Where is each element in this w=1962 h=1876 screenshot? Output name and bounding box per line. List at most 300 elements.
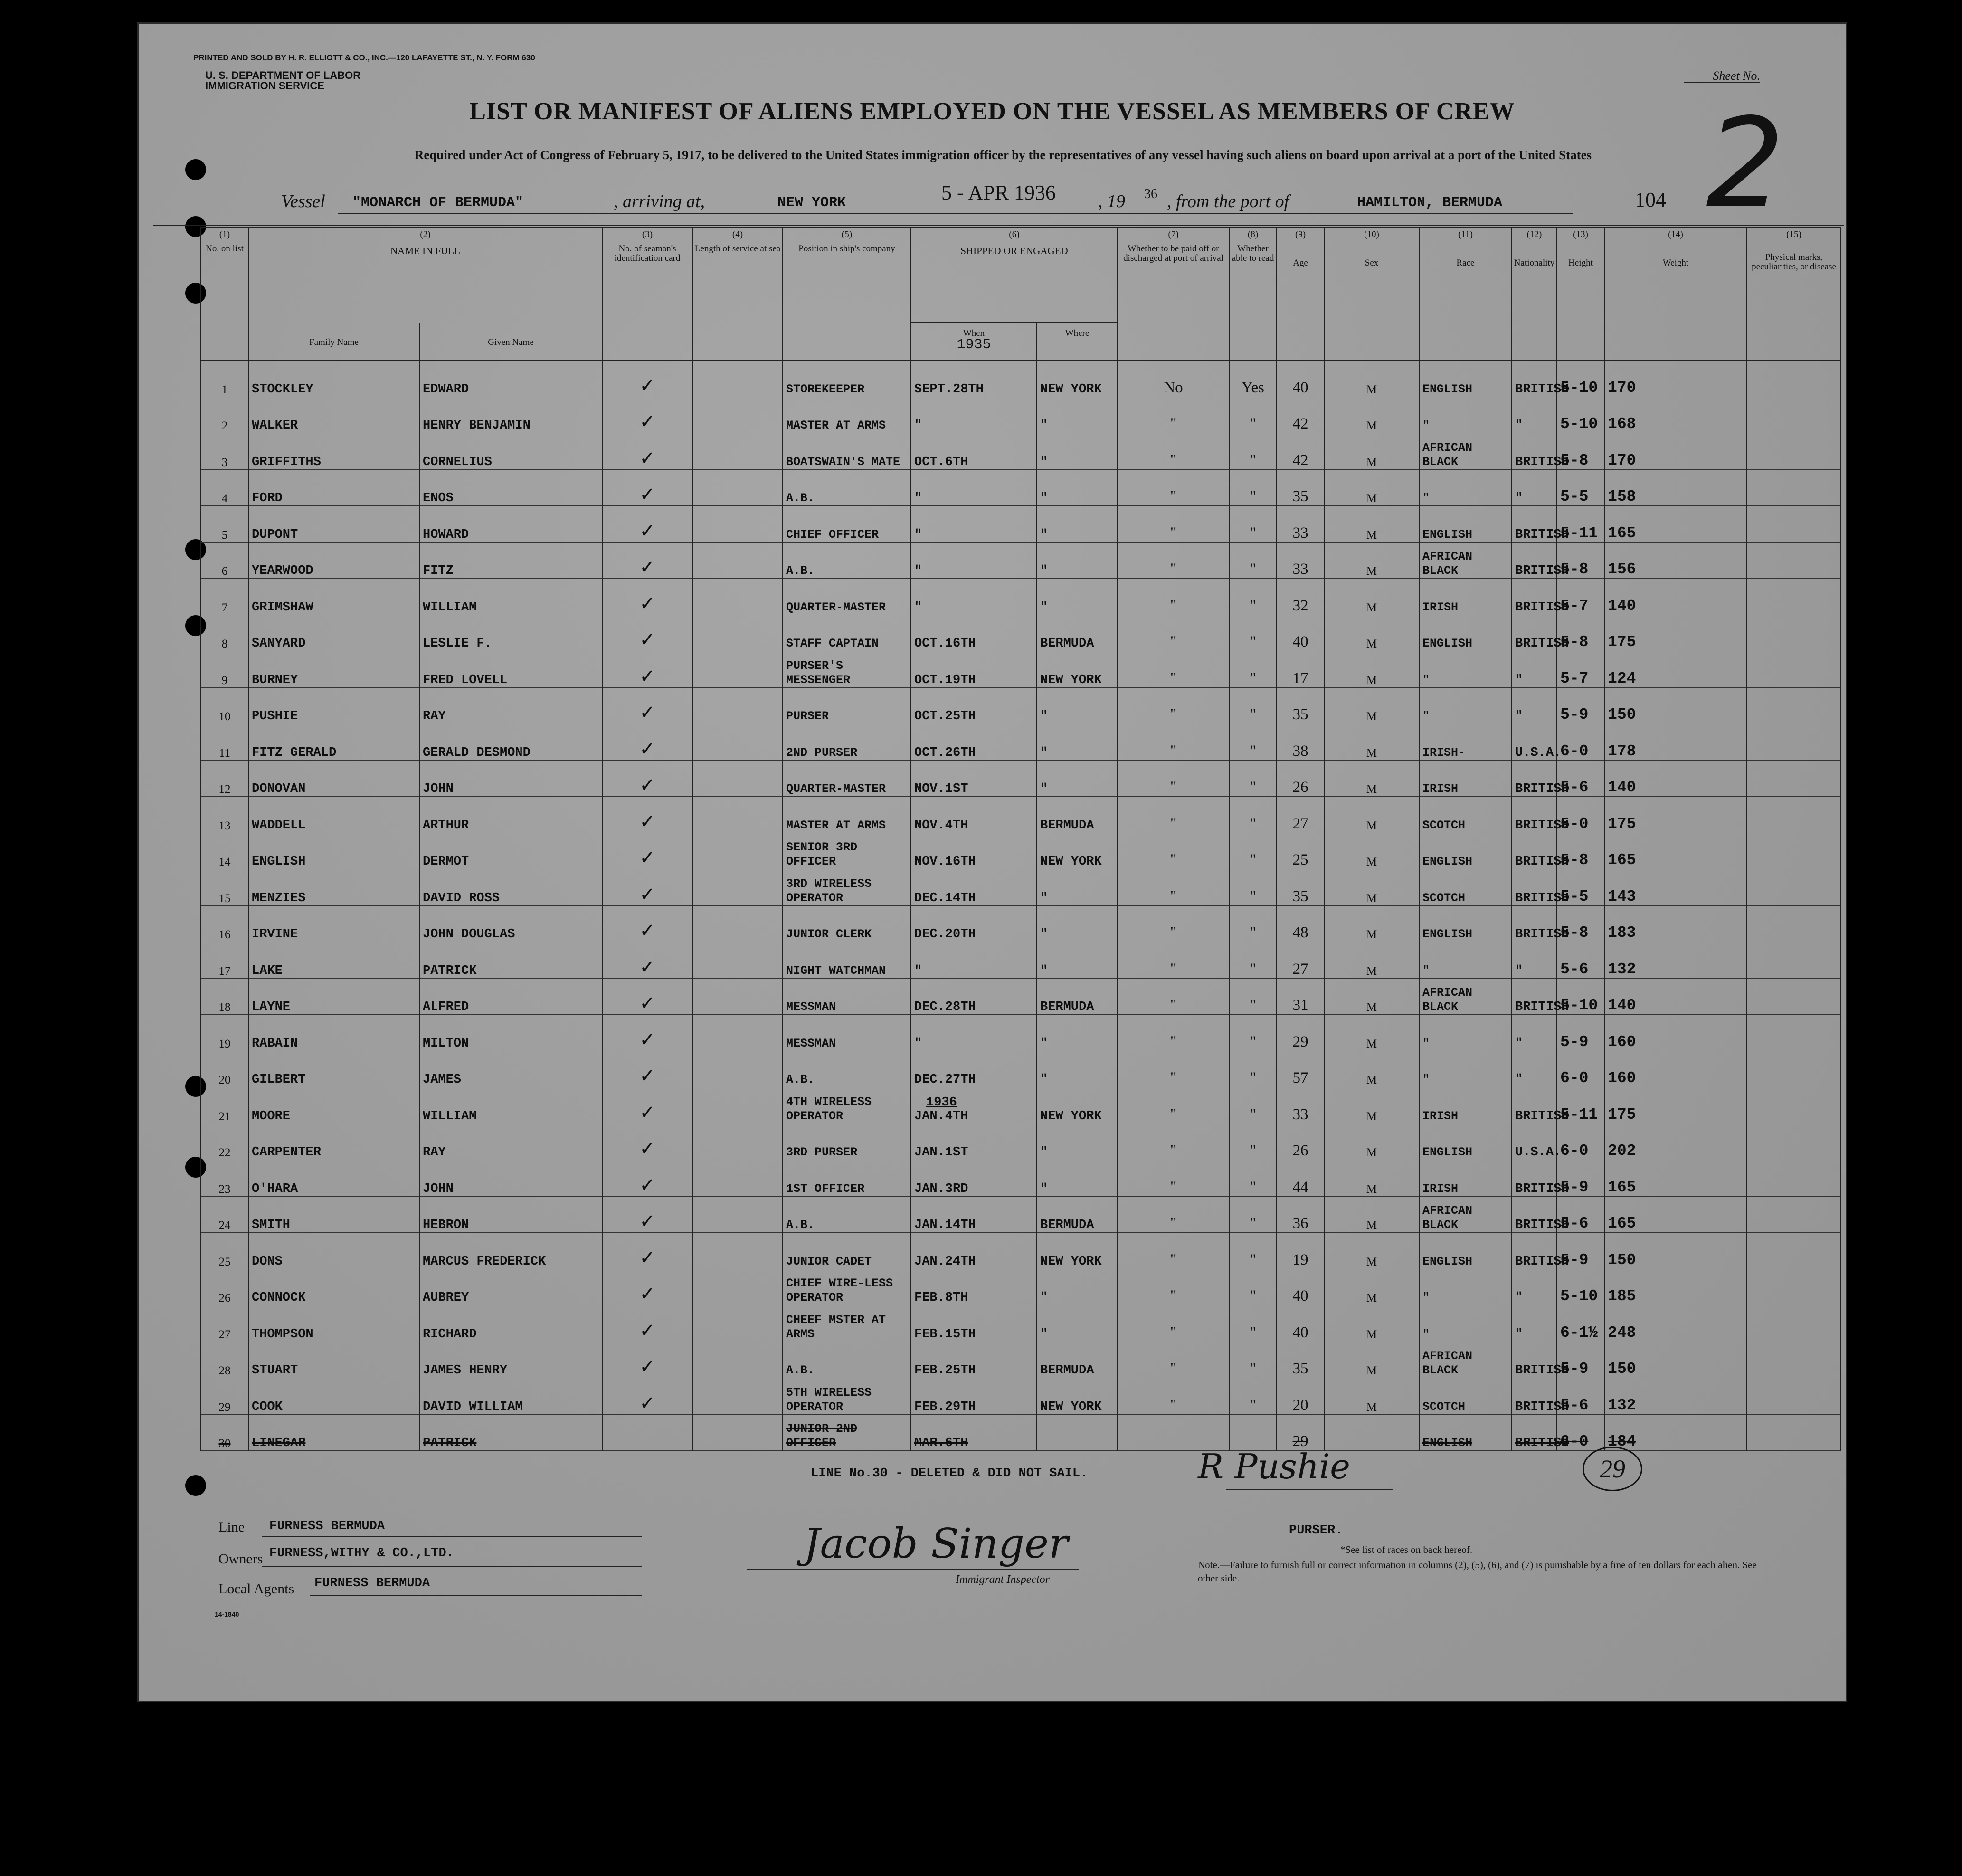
able-to-read: " (1229, 1269, 1277, 1305)
shipped-when: OCT.16TH (911, 615, 1037, 651)
sex: M (1324, 615, 1419, 651)
card-check: ✓ (602, 433, 692, 470)
length-of-service (692, 651, 783, 688)
crew-row (201, 397, 1841, 433)
card-check: ✓ (602, 1087, 692, 1124)
given-name: RICHARD (419, 1305, 602, 1342)
shipped-when: DEC.28TH (911, 978, 1037, 1015)
crew-row (201, 1378, 1841, 1415)
col-header-read: (8) Whether able to read (1229, 228, 1277, 360)
shipped-where: " (1037, 942, 1118, 979)
crew-row (201, 579, 1841, 615)
sex: M (1324, 1015, 1419, 1051)
weight: 140 (1604, 978, 1747, 1015)
card-check: ✓ (602, 360, 692, 397)
card-check: ✓ (602, 1233, 692, 1269)
length-of-service (692, 797, 783, 833)
inspector-signature: Jacob Singer (804, 1520, 1068, 1568)
age: 42 (1277, 433, 1324, 470)
given-name: RAY (419, 687, 602, 724)
weight: 170 (1604, 360, 1747, 397)
physical-marks (1747, 1378, 1841, 1415)
card-check: ✓ (602, 687, 692, 724)
family-name: CARPENTER (248, 1124, 419, 1160)
nationality: " (1512, 1051, 1557, 1087)
race: " (1419, 942, 1512, 979)
shipped-when: FEB.8TH (911, 1269, 1037, 1305)
able-to-read: " (1229, 833, 1277, 869)
card-check: ✓ (602, 869, 692, 906)
race: ENGLISH (1419, 1233, 1512, 1269)
physical-marks (1747, 942, 1841, 979)
height: 5-5 (1557, 869, 1604, 906)
card-check: ✓ (602, 579, 692, 615)
row-number: 10 (201, 687, 248, 724)
given-name: DERMOT (419, 833, 602, 869)
able-to-read: " (1229, 1160, 1277, 1197)
shipped-where: " (1037, 433, 1118, 470)
height: 5-7 (1557, 651, 1604, 688)
crew-row (201, 978, 1841, 1015)
length-of-service (692, 1414, 783, 1451)
physical-marks (1747, 869, 1841, 906)
nationality: BRITISH (1512, 433, 1557, 470)
paid-off: " (1118, 1269, 1229, 1305)
height: 5-10 (1557, 397, 1604, 433)
age: 33 (1277, 506, 1324, 543)
height: 5-9 (1557, 1015, 1604, 1051)
family-name: LINEGAR (248, 1414, 419, 1451)
paid-off: " (1118, 469, 1229, 506)
given-name: LESLIE F. (419, 615, 602, 651)
row-number: 11 (201, 724, 248, 761)
sheet-number-label: Sheet No. (1713, 69, 1760, 83)
family-name: BURNEY (248, 651, 419, 688)
length-of-service (692, 469, 783, 506)
physical-marks (1747, 833, 1841, 869)
card-check: ✓ (602, 797, 692, 833)
sex (1324, 1414, 1419, 1451)
able-to-read: " (1229, 1342, 1277, 1378)
crew-row (201, 615, 1841, 651)
family-name: COOK (248, 1378, 419, 1415)
height: 5-6 (1557, 760, 1604, 797)
col-header-physical: (15) Physical marks, peculiarities, or disease (1747, 228, 1841, 360)
purser-signature: R Pushie (1198, 1447, 1350, 1486)
row-number: 4 (201, 469, 248, 506)
position: STOREKEEPER (783, 360, 911, 397)
sex: M (1324, 905, 1419, 942)
physical-marks (1747, 1233, 1841, 1269)
age: 26 (1277, 1124, 1324, 1160)
sex: M (1324, 1342, 1419, 1378)
crew-row (201, 1414, 1841, 1451)
col-header-given-name: Given Name (419, 323, 602, 360)
length-of-service (692, 760, 783, 797)
row-number: 5 (201, 506, 248, 543)
card-check: ✓ (602, 760, 692, 797)
age: 44 (1277, 1160, 1324, 1197)
sex: M (1324, 797, 1419, 833)
family-name: FITZ GERALD (248, 724, 419, 761)
given-name: FITZ (419, 542, 602, 579)
punch-hole (185, 1475, 206, 1496)
crew-row (201, 1305, 1841, 1342)
shipped-where: NEW YORK (1037, 1233, 1118, 1269)
age: 17 (1277, 651, 1324, 688)
row-number: 15 (201, 869, 248, 906)
sex: M (1324, 760, 1419, 797)
physical-marks (1747, 1305, 1841, 1342)
height: 5-5 (1557, 469, 1604, 506)
race: " (1419, 1051, 1512, 1087)
shipped-where: BERMUDA (1037, 615, 1118, 651)
able-to-read: " (1229, 469, 1277, 506)
family-name: GILBERT (248, 1051, 419, 1087)
nationality: BRITISH (1512, 797, 1557, 833)
able-to-read: " (1229, 1378, 1277, 1415)
length-of-service (692, 1378, 783, 1415)
vessel-name: "MONARCH OF BERMUDA" (352, 195, 524, 211)
position: A.B. (783, 1342, 911, 1378)
age: 33 (1277, 1087, 1324, 1124)
able-to-read: " (1229, 1196, 1277, 1233)
shipped-when: JAN.3RD (911, 1160, 1037, 1197)
age: 27 (1277, 797, 1324, 833)
shipped-where: " (1037, 506, 1118, 543)
physical-marks (1747, 1124, 1841, 1160)
family-name: GRIFFITHS (248, 433, 419, 470)
row-number: 24 (201, 1196, 248, 1233)
weight: 140 (1604, 760, 1747, 797)
age: 42 (1277, 397, 1324, 433)
length-of-service (692, 360, 783, 397)
paid-off: " (1118, 1378, 1229, 1415)
race: ENGLISH (1419, 1124, 1512, 1160)
nationality: BRITISH (1512, 1342, 1557, 1378)
family-name: STOCKLEY (248, 360, 419, 397)
position: MASTER AT ARMS (783, 397, 911, 433)
family-name: WADDELL (248, 797, 419, 833)
height: 5-6 (1557, 1196, 1604, 1233)
length-of-service (692, 1342, 783, 1378)
family-name: RABAIN (248, 1015, 419, 1051)
physical-marks (1747, 687, 1841, 724)
position: SENIOR 3RD OFFICER (783, 833, 911, 869)
height: 5-8 (1557, 433, 1604, 470)
shipped-where: " (1037, 760, 1118, 797)
line-value: FURNESS BERMUDA (269, 1519, 385, 1533)
position: STAFF CAPTAIN (783, 615, 911, 651)
physical-marks (1747, 1087, 1841, 1124)
shipped-when: DEC.20TH (911, 905, 1037, 942)
age: 38 (1277, 724, 1324, 761)
total-aliens-circled: 29 (1583, 1447, 1642, 1491)
nationality: BRITISH (1512, 1414, 1557, 1451)
family-name: GRIMSHAW (248, 579, 419, 615)
shipped-year: 1936 (926, 1095, 957, 1110)
sex: M (1324, 1269, 1419, 1305)
family-name: DONOVAN (248, 760, 419, 797)
given-name: WILLIAM (419, 1087, 602, 1124)
nationality: " (1512, 469, 1557, 506)
physical-marks (1747, 469, 1841, 506)
race: IRISH- (1419, 724, 1512, 761)
row-number: 7 (201, 579, 248, 615)
age: 35 (1277, 469, 1324, 506)
local-agents-rule (310, 1595, 642, 1596)
family-name: FORD (248, 469, 419, 506)
paid-off: " (1118, 833, 1229, 869)
shipped-where: " (1037, 1160, 1118, 1197)
row-number: 13 (201, 797, 248, 833)
shipped-when: OCT.26TH (911, 724, 1037, 761)
position: CHIEF OFFICER (783, 506, 911, 543)
crew-row (201, 1087, 1841, 1124)
length-of-service (692, 724, 783, 761)
shipped-where: NEW YORK (1037, 360, 1118, 397)
from-port-label: , from the port of (1167, 191, 1289, 211)
card-check: ✓ (602, 615, 692, 651)
card-check: ✓ (602, 833, 692, 869)
weight: 150 (1604, 1233, 1747, 1269)
family-name: PUSHIE (248, 687, 419, 724)
age: 29 (1277, 1414, 1324, 1451)
crew-row (201, 833, 1841, 869)
crew-row (201, 724, 1841, 761)
given-name: ARTHUR (419, 797, 602, 833)
given-name: EDWARD (419, 360, 602, 397)
deleted-line-note: LINE No.30 - DELETED & DID NOT SAIL. (811, 1467, 1088, 1481)
position: 4TH WIRELESS OPERATOR (783, 1087, 911, 1124)
crew-row (201, 506, 1841, 543)
arrival-port: NEW YORK (777, 195, 846, 211)
paid-off: " (1118, 1160, 1229, 1197)
family-name: SMITH (248, 1196, 419, 1233)
height: 5-9 (1557, 687, 1604, 724)
length-of-service (692, 905, 783, 942)
shipped-where: NEW YORK (1037, 1378, 1118, 1415)
family-name: YEARWOOD (248, 542, 419, 579)
row-number: 30 (201, 1414, 248, 1451)
race: " (1419, 1305, 1512, 1342)
height: 6-0 (1557, 724, 1604, 761)
nationality: BRITISH (1512, 905, 1557, 942)
family-name: DONS (248, 1233, 419, 1269)
able-to-read: " (1229, 542, 1277, 579)
length-of-service (692, 615, 783, 651)
length-of-service (692, 1233, 783, 1269)
shipped-where: " (1037, 1015, 1118, 1051)
paid-off: " (1118, 797, 1229, 833)
crew-row (201, 869, 1841, 906)
shipped-where: NEW YORK (1037, 833, 1118, 869)
weight: 175 (1604, 615, 1747, 651)
length-of-service (692, 1160, 783, 1197)
shipped-when: MAR.6TH (911, 1414, 1037, 1451)
shipped-when: " (911, 1015, 1037, 1051)
col-header-nationality: (12) Nationality (1512, 228, 1557, 360)
nationality: BRITISH (1512, 833, 1557, 869)
race: " (1419, 1269, 1512, 1305)
position: A.B. (783, 469, 911, 506)
nationality: " (1512, 397, 1557, 433)
family-name: MENZIES (248, 869, 419, 906)
race: SCOTCH (1419, 797, 1512, 833)
card-check: ✓ (602, 1378, 692, 1415)
shipped-where: " (1037, 542, 1118, 579)
length-of-service (692, 942, 783, 979)
page-title: LIST OR MANIFEST OF ALIENS EMPLOYED ON THE VESSEL AS MEMBERS OF CREW (469, 98, 1515, 125)
vessel-line-rule (338, 213, 1573, 214)
age: 20 (1277, 1378, 1324, 1415)
position: A.B. (783, 1196, 911, 1233)
row-number: 18 (201, 978, 248, 1015)
physical-marks (1747, 978, 1841, 1015)
given-name: AUBREY (419, 1269, 602, 1305)
position: PURSER'S MESSENGER (783, 651, 911, 688)
card-check (602, 1414, 692, 1451)
shipped-when: " (911, 397, 1037, 433)
handwritten-sheet-number: 2 (1706, 92, 1785, 236)
height: 5-7 (1557, 579, 1604, 615)
length-of-service (692, 579, 783, 615)
shipped-when: FEB.15TH (911, 1305, 1037, 1342)
crew-row (201, 469, 1841, 506)
length-of-service (692, 1051, 783, 1087)
shipped-date: JAN.4TH (914, 1109, 968, 1124)
row-number: 22 (201, 1124, 248, 1160)
crew-row (201, 360, 1841, 397)
able-to-read: " (1229, 687, 1277, 724)
col-header-card: (3) No. of seaman's identification card (602, 228, 692, 360)
position: 3RD WIRELESS OPERATOR (783, 869, 911, 906)
position: JUNIOR CADET (783, 1233, 911, 1269)
race: " (1419, 651, 1512, 688)
given-name: PATRICK (419, 1414, 602, 1451)
shipped-when: FEB.25TH (911, 1342, 1037, 1378)
shipped-when: NOV.16TH (911, 833, 1037, 869)
shipped-where: " (1037, 1124, 1118, 1160)
height: 6-0 (1557, 1414, 1604, 1451)
height: 5-9 (1557, 1160, 1604, 1197)
physical-marks (1747, 760, 1841, 797)
race: AFRICAN BLACK (1419, 433, 1512, 470)
shipped-when: " (911, 506, 1037, 543)
shipped-where: " (1037, 905, 1118, 942)
paid-off: " (1118, 687, 1229, 724)
physical-marks (1747, 1051, 1841, 1087)
family-name: CONNOCK (248, 1269, 419, 1305)
paid-off: " (1118, 869, 1229, 906)
able-to-read: " (1229, 978, 1277, 1015)
arriving-label: , arriving at, (614, 191, 705, 211)
age: 19 (1277, 1233, 1324, 1269)
physical-marks (1747, 1015, 1841, 1051)
sex: M (1324, 469, 1419, 506)
row-number: 14 (201, 833, 248, 869)
height: 5-11 (1557, 506, 1604, 543)
weight: 140 (1604, 579, 1747, 615)
height: 5-8 (1557, 542, 1604, 579)
age: 32 (1277, 579, 1324, 615)
col-header-length: (4) Length of service at sea (692, 228, 783, 360)
paid-off: " (1118, 942, 1229, 979)
physical-marks (1747, 397, 1841, 433)
sex: M (1324, 579, 1419, 615)
physical-marks (1747, 1414, 1841, 1451)
able-to-read: " (1229, 433, 1277, 470)
row-number: 1 (201, 360, 248, 397)
card-check: ✓ (602, 542, 692, 579)
sex: M (1324, 724, 1419, 761)
position: JUNIOR CLERK (783, 905, 911, 942)
height: 6-0 (1557, 1124, 1604, 1160)
nationality: " (1512, 1305, 1557, 1342)
shipped-where: " (1037, 687, 1118, 724)
height: 5-8 (1557, 833, 1604, 869)
nationality: " (1512, 687, 1557, 724)
shipped-where: " (1037, 579, 1118, 615)
page-subtitle: Required under Act of Congress of February 5, 1917, to be delivered to the United States immigration officer by the representatives of any vessel having such aliens on board upon arrival at a port of the United States (414, 148, 1592, 162)
position: QUARTER-MASTER (783, 579, 911, 615)
race: ENGLISH (1419, 833, 1512, 869)
shipped-where: " (1037, 724, 1118, 761)
purser-label: PURSER. (1289, 1524, 1343, 1538)
given-name: FRED LOVELL (419, 651, 602, 688)
physical-marks (1747, 797, 1841, 833)
col-header-sex: (10) Sex (1324, 228, 1419, 360)
shipped-where: " (1037, 1305, 1118, 1342)
able-to-read: " (1229, 1305, 1277, 1342)
weight: 165 (1604, 833, 1747, 869)
position: BOATSWAIN'S MATE (783, 433, 911, 470)
inspector-label: Immigrant Inspector (956, 1573, 1050, 1586)
card-check: ✓ (602, 1305, 692, 1342)
inspector-signature-line (747, 1569, 1079, 1570)
shipped-when: FEB.29TH (911, 1378, 1037, 1415)
paid-off: " (1118, 1124, 1229, 1160)
length-of-service (692, 397, 783, 433)
age: 35 (1277, 869, 1324, 906)
position: MESSMAN (783, 1015, 911, 1051)
row-number: 17 (201, 942, 248, 979)
card-check: ✓ (602, 978, 692, 1015)
position: MASTER AT ARMS (783, 797, 911, 833)
card-check: ✓ (602, 724, 692, 761)
shipped-where (1037, 1414, 1118, 1451)
shipped-where: BERMUDA (1037, 1196, 1118, 1233)
row-number: 21 (201, 1087, 248, 1124)
shipped-when: DEC.27TH (911, 1051, 1037, 1087)
paid-off: " (1118, 1196, 1229, 1233)
age: 33 (1277, 542, 1324, 579)
paid-off: " (1118, 760, 1229, 797)
paid-off: " (1118, 1087, 1229, 1124)
length-of-service (692, 978, 783, 1015)
row-number: 12 (201, 760, 248, 797)
card-check: ✓ (602, 905, 692, 942)
crew-row (201, 942, 1841, 979)
punch-hole (185, 159, 206, 180)
physical-marks (1747, 1269, 1841, 1305)
weight: 150 (1604, 1342, 1747, 1378)
able-to-read: " (1229, 1051, 1277, 1087)
family-name: DUPONT (248, 506, 419, 543)
row-number: 3 (201, 433, 248, 470)
purser-signature-line (1226, 1489, 1393, 1490)
weight: 170 (1604, 433, 1747, 470)
